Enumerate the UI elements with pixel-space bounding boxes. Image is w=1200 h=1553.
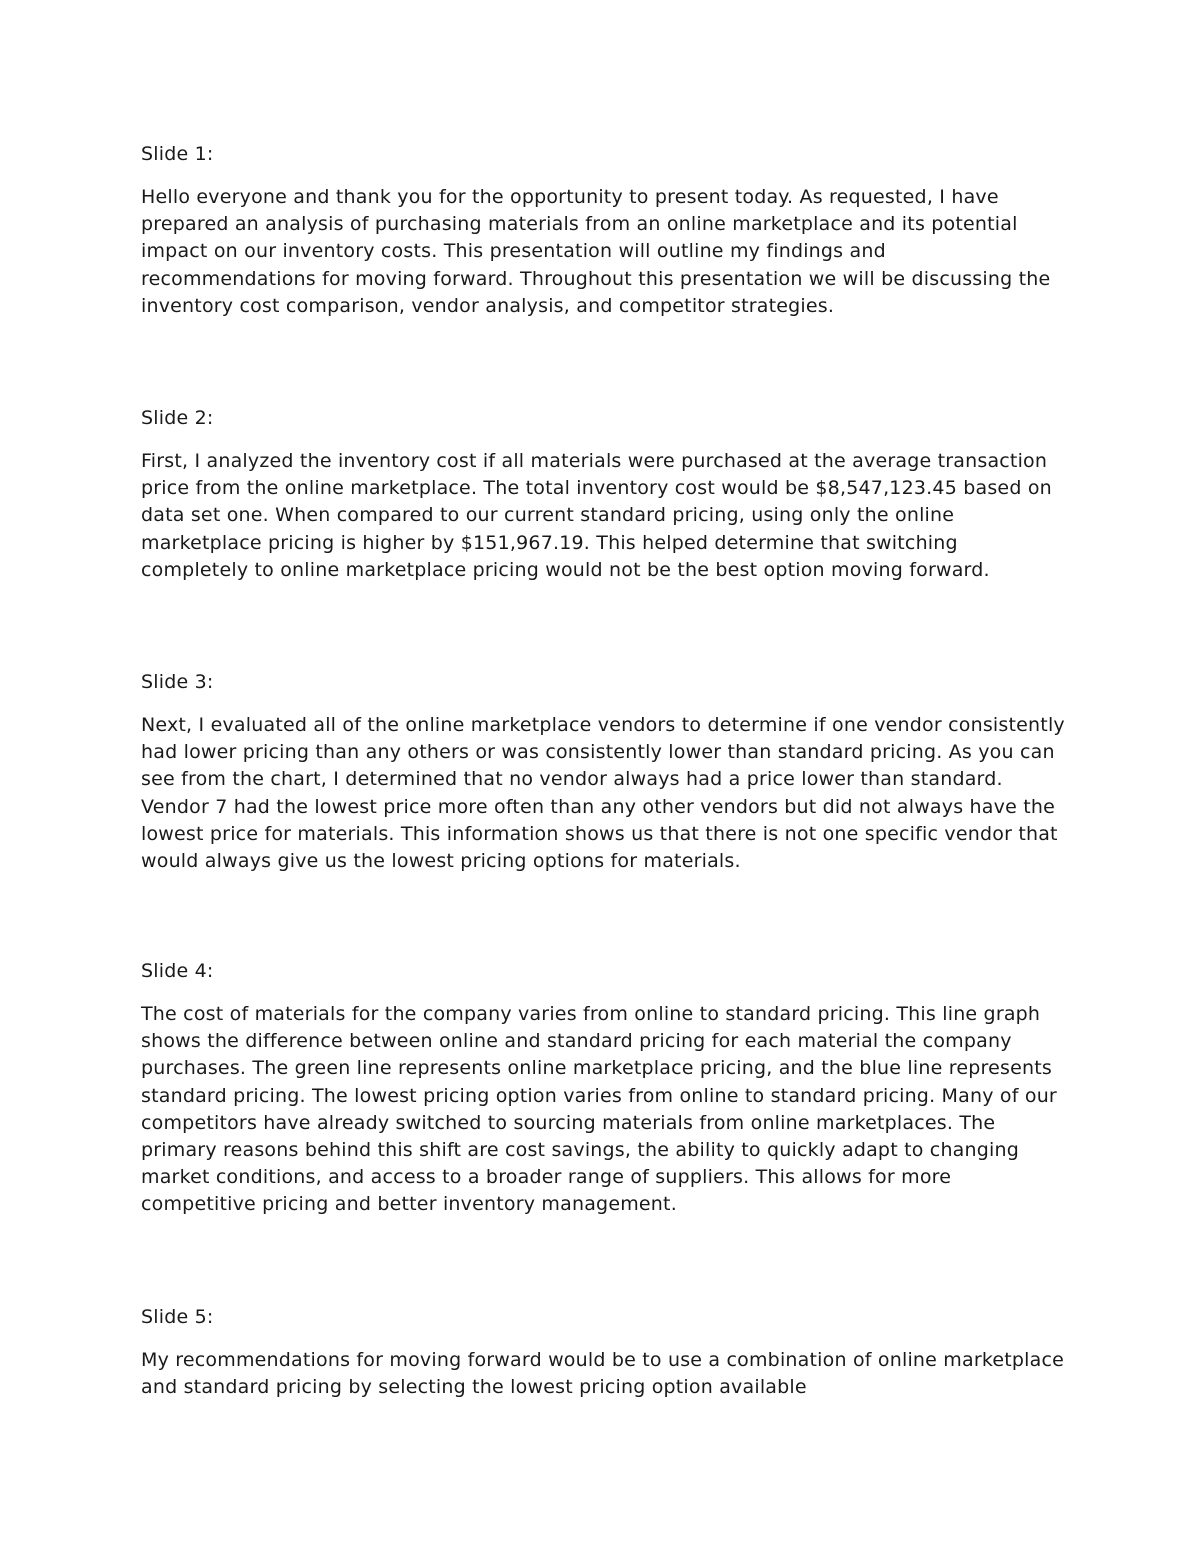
- slide-section-4: [141, 958, 1066, 1219]
- slide-body-text: My recommendations for moving forward would be to use a combination of online marketplace and standard pricing by selecting the lowest pricing option available: [141, 1349, 1065, 1399]
- slide-heading: Slide 5:: [141, 1306, 214, 1328]
- slide-section-2: [141, 405, 1066, 584]
- slide-body-text: The cost of materials for the company varies from online to standard pricing. This line graph shows the difference between online and standard pricing for each material the company purchases. The green line represents online marketplace pricing, and the blue line represents standard pricing. The lowest pricing option varies from online to standard pricing. Many of our competitors have already switched to sourcing materials from online marketplaces. The primary reasons behind this shift are cost savings, the ability to quickly adapt to changing market conditions, and access to a broader range of suppliers. This allows for more competitive pricing and better inventory management.: [141, 1003, 1057, 1216]
- slide-heading: Slide 3:: [141, 671, 214, 693]
- slide-section-3: [141, 669, 1066, 875]
- slide-body-text: Hello everyone and thank you for the opportunity to present today. As requested, I have prepared an analysis of purchasing materials from an online marketplace and its potential impact on our inventory costs. This presentation will outline my findings and recommendations for moving forward. Throughout this presentation we will be discussing the inventory cost comparison, vendor analysis, and competitor strategies.: [141, 186, 1051, 317]
- slide-heading: Slide 1:: [141, 143, 214, 165]
- slide-section-5: [141, 1304, 1066, 1401]
- slide-heading: Slide 4:: [141, 960, 214, 982]
- slide-body-text: First, I analyzed the inventory cost if all materials were purchased at the average transaction price from the online marketplace. The total inventory cost would be $8,547,123.45 based on data set one. When compared to our current standard pricing, using only the online marketplace pricing is higher by $151,967.19. This helped determine that switching completely to online marketplace pricing would not be the best option moving forward.: [141, 450, 1052, 581]
- slide-section-1: [141, 141, 1066, 320]
- slide-heading: Slide 2:: [141, 407, 214, 429]
- slide-body-text: Next, I evaluated all of the online marketplace vendors to determine if one vendor consistently had lower pricing than any others or was consistently lower than standard pricing. As you can see from the chart, I determined that no vendor always had a price lower than standard. Vendor 7 had the lowest price more often than any other vendors but did not always have the lowest price for materials. This information shows us that there is not one specific vendor that would always give us the lowest pricing options for materials.: [141, 714, 1065, 873]
